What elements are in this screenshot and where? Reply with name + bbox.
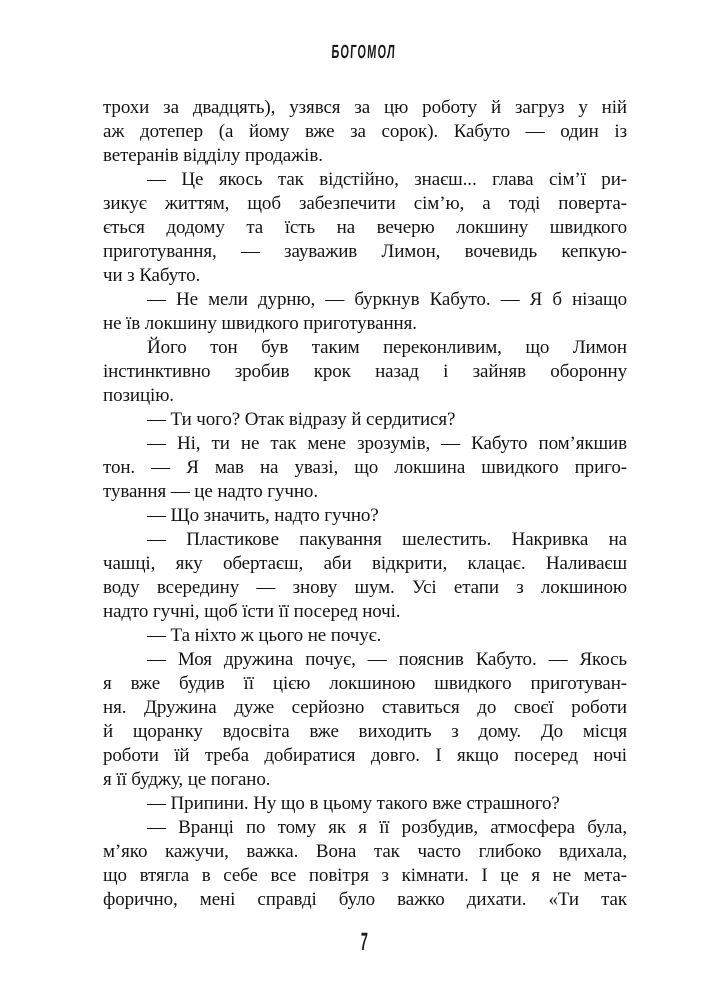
text-line: воду всередину — знову шум. Усі етапи з локшиною bbox=[103, 577, 627, 598]
text-line: — Що значить, надто гучно? bbox=[147, 505, 379, 526]
text-line: Його тон був таким переконливим, що Лимон bbox=[147, 337, 627, 358]
text-line: приготування, — зауважив Лимон, вочевидь кепкую- bbox=[103, 241, 627, 262]
text-line: зикує життям, щоб забезпечити сім’ю, а тоді поверта- bbox=[103, 193, 627, 214]
text-line: — Не мели дурню, — буркнув Кабуто. — Я б нізащо bbox=[147, 289, 627, 310]
text-line: тування — це надто гучно. bbox=[103, 481, 318, 502]
paragraph bbox=[103, 816, 627, 912]
text-block bbox=[103, 96, 627, 912]
paragraph bbox=[103, 624, 627, 648]
text-line: позицію. bbox=[103, 385, 174, 406]
text-line: — Вранці по тому як я її розбудив, атмосфера була, bbox=[147, 817, 627, 838]
book-title: БОГОМОЛ bbox=[331, 42, 397, 63]
page-number-value: 7 bbox=[359, 928, 369, 956]
text-line: роботи їй треба добиратися довго. І якщо посеред ночі bbox=[103, 745, 627, 766]
text-line: я вже будив її цією локшиною швидкого приготуван- bbox=[103, 673, 627, 694]
paragraph bbox=[103, 168, 627, 288]
text-line: — Та ніхто ж цього не почує. bbox=[147, 625, 382, 646]
text-line: чи з Кабуто. bbox=[103, 265, 201, 286]
text-line: ветеранів відділу продажів. bbox=[103, 145, 323, 166]
paragraph bbox=[103, 96, 627, 168]
text-line: чашці, яку обертаєш, аби відкрити, клацає. Наливаєш bbox=[103, 553, 627, 574]
text-line: — Ні, ти не так мене зрозумів, — Кабуто пом’якшив bbox=[147, 433, 627, 454]
page-number bbox=[0, 928, 728, 957]
text-line: я її буджу, це погано. bbox=[103, 769, 271, 790]
paragraph bbox=[103, 792, 627, 816]
paragraph bbox=[103, 408, 627, 432]
text-line: й щоранку вдосвіта вже виходить з дому. До місця bbox=[103, 721, 627, 742]
text-line: інстинктивно зробив крок назад і зайняв оборонну bbox=[103, 361, 627, 382]
text-line: м’яко кажучи, важка. Вона так часто глибоко вдихала, bbox=[103, 841, 627, 862]
text-line: — Ти чого? Отак відразу й сердитися? bbox=[147, 409, 456, 430]
paragraph bbox=[103, 648, 627, 792]
paragraph bbox=[103, 432, 627, 504]
text-line: аж дотепер (а йому вже за сорок). Кабуто — один із bbox=[103, 121, 627, 142]
text-line: — Це якось так відстійно, знаєш... глава сім’ї ри- bbox=[147, 169, 627, 190]
paragraph bbox=[103, 336, 627, 408]
text-line: — Пластикове пакування шелестить. Накривка на bbox=[147, 529, 627, 550]
text-line: — Моя дружина почує, — пояснив Кабуто. — Якось bbox=[147, 649, 627, 670]
text-line: що втягла в себе все повітря з кімнати. І це я не мета- bbox=[103, 865, 627, 886]
paragraph bbox=[103, 504, 627, 528]
text-line: ня. Дружина дуже серйозно ставиться до своєї роботи bbox=[103, 697, 627, 718]
text-line: надто гучні, щоб їсти її посеред ночі. bbox=[103, 601, 401, 622]
running-head bbox=[0, 42, 728, 64]
text-line: — Припини. Ну що в цьому такого вже страшного? bbox=[147, 793, 560, 814]
text-line: ється додому та їсть на вечерю локшину швидкого bbox=[103, 217, 627, 238]
text-line: тон. — Я мав на увазі, що локшина швидкого приго- bbox=[103, 457, 627, 478]
text-line: форично, мені справді було важко дихати. «Ти так bbox=[103, 889, 627, 910]
text-line: трохи за двадцять), узявся за цю роботу й загруз у ній bbox=[103, 97, 627, 118]
paragraph bbox=[103, 288, 627, 336]
text-line: не їв локшину швидкого приготування. bbox=[103, 313, 417, 334]
paragraph bbox=[103, 528, 627, 624]
